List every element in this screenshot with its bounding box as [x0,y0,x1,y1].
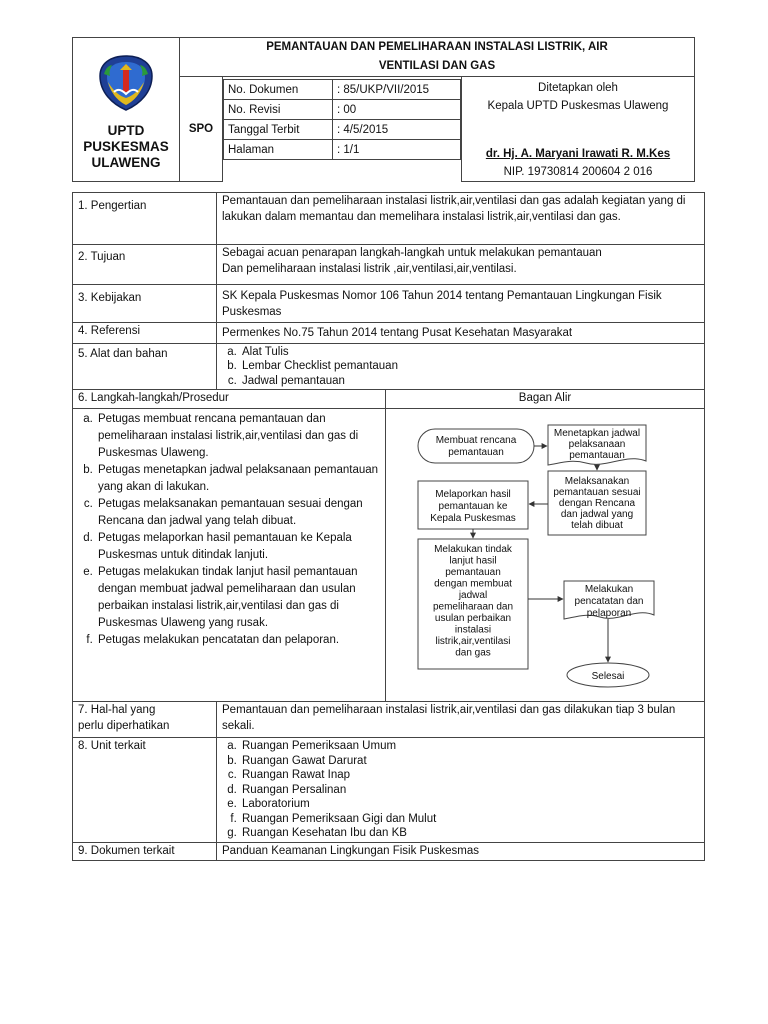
hal-text: Pemantauan dan pemeliharaan instalasi listrik,air,ventilasi dan gas dilakukan tiap 3 bulan sekali. [217,702,705,738]
hal-label [73,702,217,738]
meta-label: No. Revisi [224,100,333,120]
title-line: VENTILASI DAN GAS [378,60,496,72]
logo-cell [73,38,180,182]
list-item: c. Jadwal pemantauan [240,374,699,389]
signer-name: dr. Hj. A. Maryani Irawati R. M.Kes [485,148,671,160]
meta-value: : 4/5/2015 [333,120,461,140]
title-line: PEMANTAUAN DAN PEMELIHARAAN INSTALASI LISTRIK, AIR [266,41,608,53]
dokumen-label: 9. Dokumen terkait [73,842,217,861]
list-item: g. Ruangan Kesehatan Ibu dan KB [240,826,699,841]
unit-list-cell [217,738,705,843]
procedure-table [72,192,705,861]
unit-name-line: PUSKESMAS [83,139,169,154]
alat-list-cell [217,343,705,390]
list-item: b. Lembar Checklist pemantauan [240,359,699,374]
meta-label: No. Dokumen [224,80,333,100]
header-table [72,37,695,182]
alat-list [222,345,699,389]
langkah-label: 6. Langkah-langkah/Prosedur [73,390,386,409]
document-title [180,38,695,77]
signer-nip: NIP. 19730814 200604 2 016 [503,166,653,178]
referensi-label: 4. Referensi [73,323,217,344]
spo-label: SPO [180,77,223,182]
flow-node-text: Melaporkan hasil pemantauan ke Kepala Puskesmas [430,488,516,524]
tujuan-line: Sebagai acuan penarapan langkah-langkah untuk melakukan pemantauan [222,247,602,259]
list-item: b. Petugas menetapkan jadwal pelaksanaan pemantauan yang akan di lakukan. [96,462,380,496]
kebijakan-label: 3. Kebijakan [73,285,217,323]
dokumen-text: Panduan Keamanan Lingkungan Fisik Puskesmas [217,842,705,861]
pengertian-label: 1. Pengertian [73,193,217,245]
alat-label: 5. Alat dan bahan [73,343,217,390]
unit-list [222,739,699,841]
meta-value: : 1/1 [333,140,461,160]
langkah-list [78,411,380,649]
list-item: c. Petugas melaksanakan pemantauan sesuai dengan Rencana dan jadwal yang telah dibuat. [96,496,380,530]
list-item: e. Petugas melakukan tindak lanjut hasil pemantauan dengan membuat jadwal pemeliharaan dan usulan perbaikan instalasi listrik,air,ventilasi dan gas di Puskesmas Ulaweng yang rusak. [96,564,380,632]
list-item: e. Laboratorium [240,797,699,812]
list-item: d. Petugas melaporkan hasil pemantauan ke Kepala Puskesmas untuk ditindak lanjuti. [96,530,380,564]
list-item: f. Petugas melakukan pencatatan dan pelaporan. [96,632,380,649]
flow-node-text: Menetapkan jadwal pelaksanaan pemantauan [553,427,641,461]
bagan-alir-label: Bagan Alir [386,390,705,409]
unit-label: 8. Unit terkait [73,738,217,843]
flowchart [386,409,704,696]
flow-node-text: Melakukan tindak lanjut hasil pemantauan dengan membuat jadwal pemeliharaan dan usulan perbaikan instalasi listrik,air,ventilasi dan gas [432,543,514,658]
tujuan-label: 2. Tujuan [73,245,217,285]
approval-cell [462,77,695,182]
referensi-text: Permenkes No.75 Tahun 2014 tentang Pusat Kesehatan Masyarakat [217,323,705,344]
flow-node-text: Melaksanakan pemantauan sesuai dengan Rencana dan jadwal yang telah dibuat [553,475,641,531]
flowchart-cell [386,408,705,702]
flow-node-text: Membuat rencana pemantauan [435,434,517,458]
flow-node-text: Melakukan pencatatan dan pelaporan [574,583,644,619]
list-item: d. Ruangan Persalinan [240,783,699,798]
ditetapkan-text: Ditetapkan oleh [538,82,618,94]
kebijakan-text: SK Kepala Puskesmas Nomor 106 Tahun 2014 tentang Pemantauan Lingkungan Fisik Puskesmas [217,285,705,323]
flow-node-text: Selesai [591,670,625,682]
tujuan-text [217,245,705,285]
list-item: a. Ruangan Pemeriksaan Umum [240,739,699,754]
hal-label-line: 7. Hal-hal yang [78,704,156,716]
tujuan-line: Dan pemeliharaan instalasi listrik ,air,ventilasi,air,ventilasi. [222,262,517,275]
unit-name-line: ULAWENG [91,155,161,170]
list-item: f. Ruangan Pemeriksaan Gigi dan Mulut [240,812,699,827]
hal-label-line: perlu diperhatikan [78,719,170,732]
meta-table [223,79,461,160]
meta-value: : 85/UKP/VII/2015 [333,80,461,100]
meta-value: : 00 [333,100,461,120]
meta-label: Tanggal Terbit [224,120,333,140]
list-item: c. Ruangan Rawat Inap [240,768,699,783]
meta-label: Halaman [224,140,333,160]
langkah-list-cell [73,408,386,702]
list-item: b. Ruangan Gawat Darurat [240,754,699,769]
district-logo-icon [94,52,158,114]
list-item: a. Alat Tulis [240,345,699,360]
meta-cell [223,77,462,182]
pengertian-text: Pemantauan dan pemeliharaan instalasi listrik,air,ventilasi dan gas adalah kegiatan yang di lakukan dalam memantau dan memelihara instalasi listrik,air,ventilasi dan gas. [217,193,705,245]
unit-name-line: UPTD [107,123,145,138]
list-item: a. Petugas membuat rencana pemantauan dan pemeliharaan instalasi listrik,air,ventilasi dan gas di Puskesmas Ulaweng. [96,411,380,462]
kepala-text: Kepala UPTD Puskesmas Ulaweng [487,100,669,112]
